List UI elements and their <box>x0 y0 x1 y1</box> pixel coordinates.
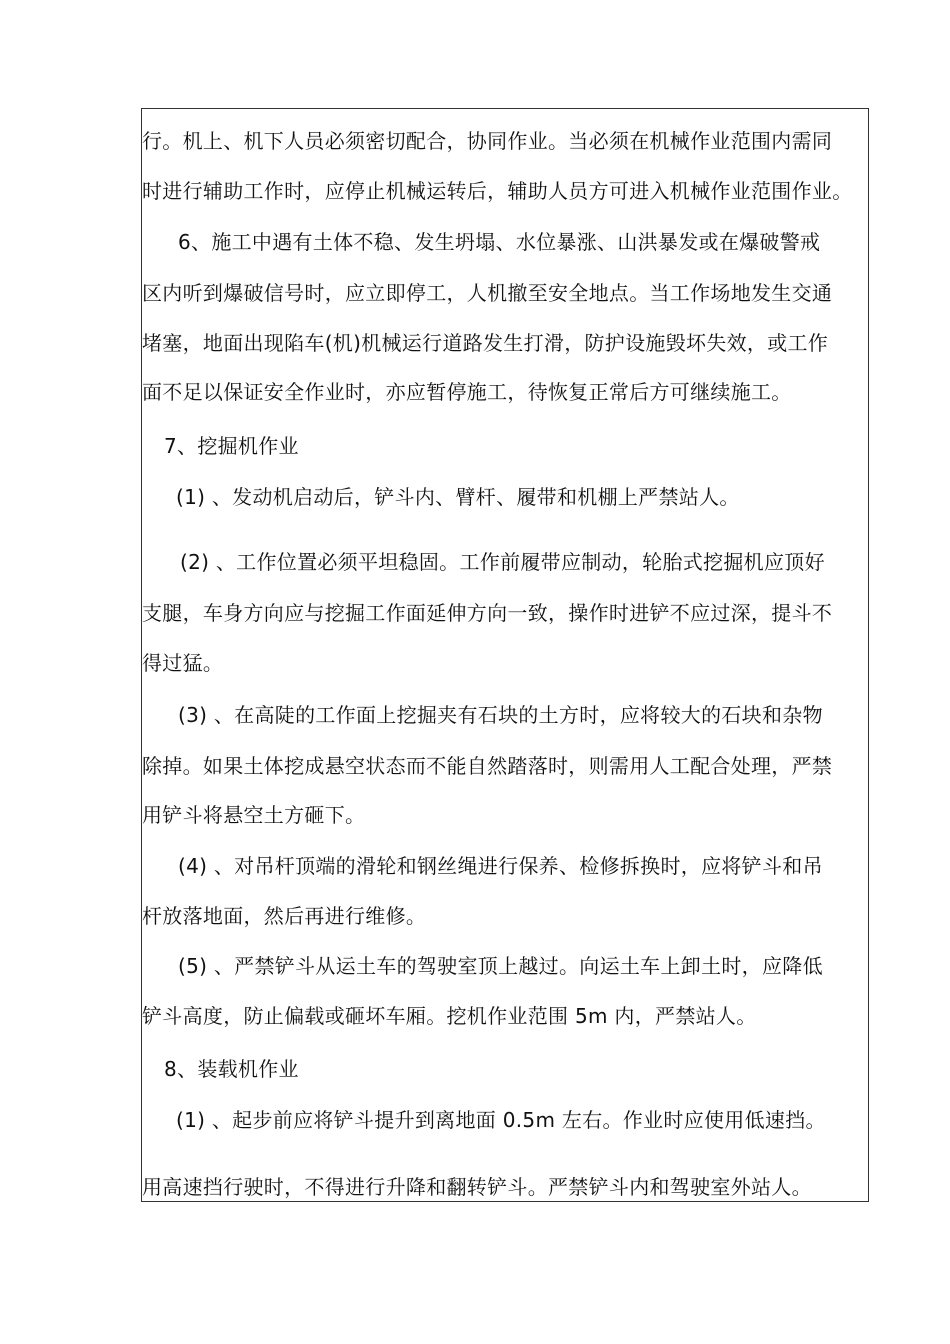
text-line: 时进行辅助工作时，应停止机械运转后，辅助人员方可进入机械作业范围作业。 <box>142 179 853 203</box>
item-7-1: (1) 、发动机启动后，铲斗内、臂杆、履带和机棚上严禁站人。 <box>176 485 740 509</box>
text-line: 支腿，车身方向应与挖掘工作面延伸方向一致，操作时进铲不应过深，提斗不 <box>142 601 833 625</box>
text-line: 铲斗高度，防止偏载或砸坏车厢。挖机作业范围 5m 内，严禁站人。 <box>142 1004 757 1028</box>
item-8-1: (1) 、起步前应将铲斗提升到离地面 0.5m 左右。作业时应使用低速挡。 <box>176 1108 826 1132</box>
text-line: 面不足以保证安全作业时，亦应暂停施工，待恢复正常后方可继续施工。 <box>142 380 792 404</box>
text-line: 区内听到爆破信号时，应立即停工，人机撤至安全地点。当工作场地发生交通 <box>142 281 833 305</box>
text-line: 得过猛。 <box>142 651 224 675</box>
section-8-heading: 8、装载机作业 <box>164 1057 299 1081</box>
item-7-3: (3) 、在高陡的工作面上挖掘夹有石块的土方时，应将较大的石块和杂物 <box>178 703 823 727</box>
section-7-heading: 7、挖掘机作业 <box>164 434 299 458</box>
text-line: 用铲斗将悬空土方砸下。 <box>142 803 366 827</box>
text-line: 杆放落地面，然后再进行维修。 <box>142 904 427 928</box>
section-6-paragraph: 6、施工中遇有土体不稳、发生坍塌、水位暴涨、山洪暴发或在爆破警戒 <box>178 230 821 254</box>
item-7-5: (5) 、严禁铲斗从运土车的驾驶室顶上越过。向运土车上卸土时，应降低 <box>178 954 823 978</box>
text-line: 除掉。如果土体挖成悬空状态而不能自然踏落时，则需用人工配合处理，严禁 <box>142 754 833 778</box>
text-line: 堵塞，地面出现陷车(机)机械运行道路发生打滑，防护设施毁坏失效，或工作 <box>142 331 829 355</box>
item-7-2: (2) 、工作位置必须平坦稳固。工作前履带应制动，轮胎式挖掘机应顶好 <box>180 550 825 574</box>
text-line: 用高速挡行驶时，不得进行升降和翻转铲斗。严禁铲斗内和驾驶室外站人。 <box>142 1175 812 1199</box>
text-line: 行。机上、机下人员必须密切配合，协同作业。当必须在机械作业范围内需同 <box>142 129 833 153</box>
item-7-4: (4) 、对吊杆顶端的滑轮和钢丝绳进行保养、检修拆换时，应将铲斗和吊 <box>178 854 823 878</box>
